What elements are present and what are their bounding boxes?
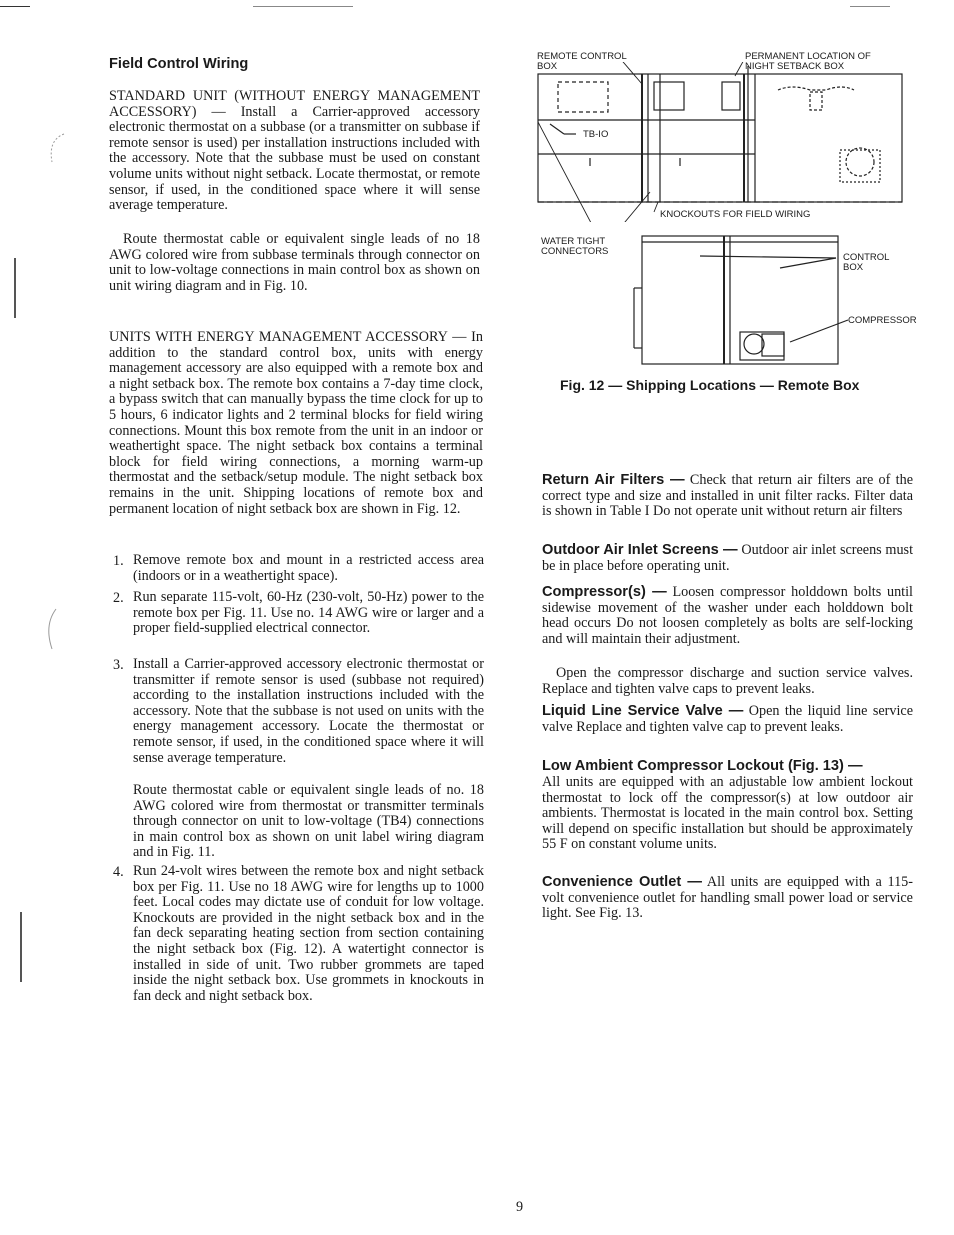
- unit-top-view-drawing: [530, 62, 910, 222]
- knockouts-label: KNOCKOUTS FOR FIELD WIRING: [660, 209, 811, 220]
- liquid-line-text: Open the liquid line service valve Replace and tighten valve cap to prevent leaks.: [542, 703, 913, 735]
- convenience-outlet-text: All units are equipped with a 115-volt convenience outlet for handling small power load or service light. See Fig. 13.: [542, 874, 914, 922]
- outdoor-air-text: Outdoor air inlet screens must be in place before operating unit.: [542, 542, 914, 574]
- margin-smudge: [40, 128, 80, 168]
- energy-management-paragraph: UNITS WITH ENERGY MANAGEMENT ACCESSORY — In addition to the standard control box, units with energy management accessory are also equipped with a remote box and a night setback box. The remote box contains a 7-day time clock, a bypass switch that can manually bypass the time clock for up to 5 hours, 6 indicator lights and 2 terminal blocks for field wiring connections. Mount this box remote from the unit in an indoor or weathertight space. The night setback box contains a terminal block for field wiring connections, a morning warm-up thermostat and the setback/setup module. The night setback box remains in the unit. Shipping locations of remote box and permanent location of night setback box are shown in Fig. 12.: [109, 329, 483, 517]
- figure-caption: Fig. 12 — Shipping Locations — Remote Box: [560, 377, 860, 393]
- remote-control-box-label: REMOTE CONTROL BOX: [537, 51, 627, 72]
- liquid-line-heading: Liquid Line Service Valve —: [542, 703, 744, 719]
- compressor-section: [542, 585, 913, 647]
- margin-mark: [14, 258, 16, 318]
- outdoor-air-heading: Outdoor Air Inlet Screens —: [542, 542, 738, 558]
- tb-10-label: TB-IO: [583, 129, 609, 140]
- list-item-number: 4.: [113, 864, 124, 880]
- page-number: 9: [516, 1199, 524, 1215]
- top-rule-left: [0, 6, 30, 7]
- field-control-wiring-heading: Field Control Wiring: [109, 56, 249, 72]
- list-item: Run separate 115-volt, 60-Hz (230-volt, 50-Hz) power to the remote box per Fig. 11. Use no. 14 AWG wire or larger and a proper field-supplied electrical connector.: [133, 589, 484, 637]
- standard-unit-paragraph: STANDARD UNIT (WITHOUT ENERGY MANAGEMENT ACCESSORY) — Install a Carrier-approved accessory electronic thermostat on a subbase (or a transmitter on subbase if remote sensor is used) per installation instructions included with the accessory. Note that the subbase must be used on constant volume units without night setback. Locate thermostat, or remote sensor, if used, in the conditioned space where it will sense average temperature.: [109, 88, 480, 214]
- outdoor-air-section: [542, 543, 913, 574]
- low-ambient-text: All units are equipped with an adjustable low ambient lockout thermostat to lock off the compressor(s) at low outdoor air ambients. Thermostat is located in the main control box. Setting will depend on specific installation but should be approximately 55 F on constant volume units.: [542, 774, 913, 853]
- top-rule-center: [253, 6, 353, 7]
- margin-smudge: [40, 605, 70, 655]
- list-item: Run 24-volt wires between the remote box and night setback box per Fig. 11. Use no 18 AWG wire for lengths up to 1000 feet. Local codes may dictate use of conduit for low voltage. Knockouts are provided in the night setback box and in the fan deck separating heating section from section containing the night setback box (Fig. 12). A watertight connector is installed in side of unit. Two rubber grommets are taped inside the night setback box. Use grommets in knockouts in fan deck and night setback box.: [133, 863, 484, 1004]
- list-item-number: 1.: [113, 553, 124, 569]
- return-air-filters-section: [542, 473, 913, 520]
- compressor-text: Loosen compressor holddown bolts until sidewise movement of the washer under each holddown bolt head occurs Do not loosen completely as bolts are self-locking and will maintain their adjustment.: [542, 584, 914, 647]
- list-item: Install a Carrier-approved accessory electronic thermostat or transmitter if remote sensor is used (subbase not required) according to the installation instructions included with the accessory. Note that the subbase is not used on units with the energy management accessory. Locate the thermostat or remote sensor, if used, in the conditioned space where it will sense average temperature.: [133, 656, 484, 766]
- control-box-label: CONTROL BOX: [843, 252, 890, 273]
- list-item-number: 2.: [113, 590, 124, 606]
- compressor-heading: Compressor(s) —: [542, 584, 667, 600]
- convenience-outlet-heading: Convenience Outlet —: [542, 874, 702, 890]
- compressor-valves-paragraph: Open the compressor discharge and suction service valves. Replace and tighten valve caps to prevent leaks.: [542, 665, 913, 697]
- compressor-label: COMPRESSOR: [848, 315, 917, 326]
- return-air-filters-heading: Return Air Filters —: [542, 472, 685, 488]
- margin-mark: [20, 912, 22, 982]
- unit-side-view-drawing: [630, 228, 850, 370]
- return-air-filters-text: Check that return air filters are of the correct type and size and installed in unit filter racks. Filter data is shown in Table I Do not operate unit without return air filters: [542, 472, 914, 520]
- top-rule-right: [850, 6, 890, 7]
- route-cable-paragraph: Route thermostat cable or equivalent single leads of no 18 AWG colored wire from subbase terminals through connector on unit to low-voltage connections in main control box as shown on unit wiring diagram and in Fig. 10.: [109, 231, 480, 294]
- liquid-line-section: [542, 704, 913, 735]
- permanent-location-label: PERMANENT LOCATION OF NIGHT SETBACK BOX: [745, 51, 871, 72]
- list-item-number: 3.: [113, 657, 124, 673]
- list-item-continuation: Route thermostat cable or equivalent single leads of no. 18 AWG colored wire from thermostat or transmitter terminals through connector on unit to low-voltage (TB4) connections in main control box as shown on unit label wiring diagram and in Fig. 11.: [133, 782, 484, 861]
- water-tight-connectors-label: WATER TIGHT CONNECTORS: [541, 236, 609, 257]
- list-item: Remove remote box and mount in a restricted access area (indoors or in a weathertight space).: [133, 552, 484, 584]
- low-ambient-heading: Low Ambient Compressor Lockout (Fig. 13) —: [542, 758, 863, 774]
- convenience-outlet-section: [542, 875, 913, 922]
